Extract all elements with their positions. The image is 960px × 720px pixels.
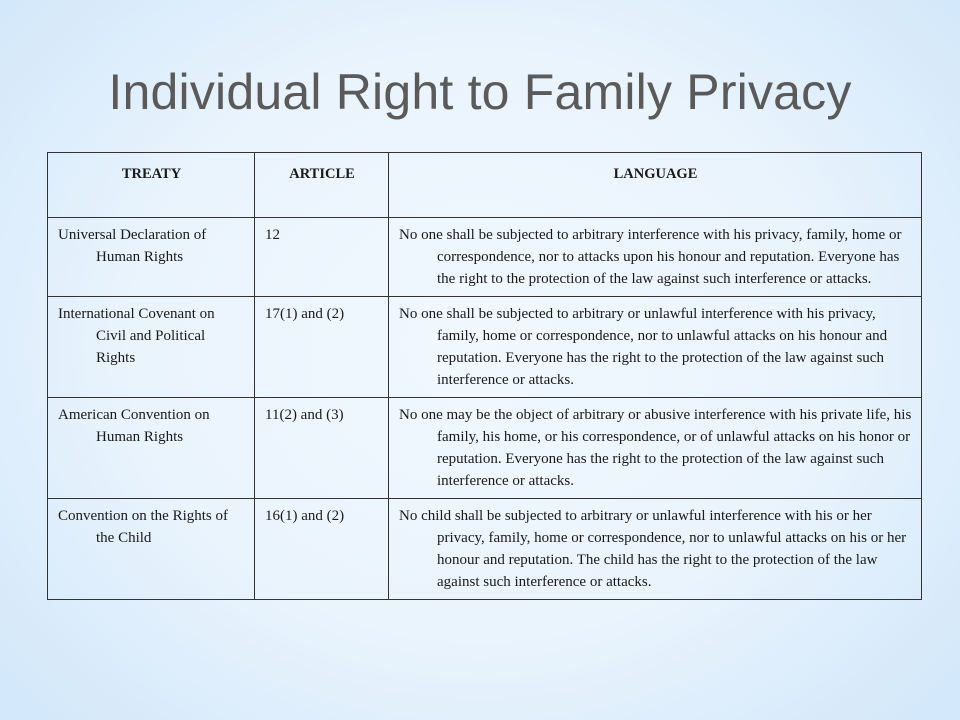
column-header-treaty: TREATY [48, 153, 255, 218]
cell-language [389, 499, 922, 600]
slide-title: Individual Right to Family Privacy [108, 64, 852, 120]
column-header-article: ARTICLE [255, 153, 389, 218]
table-header-row [48, 153, 922, 218]
treaty-language: No child shall be subjected to arbitrary or unlawful interference with his or her privacy, family, home or correspondence, nor to unlawful attacks on his or her honour and reputation. The child has the right to the protection of the law against such interference or attacks. [399, 508, 907, 590]
treaty-table [47, 152, 922, 600]
column-header-language: LANGUAGE [389, 153, 922, 218]
table-row [48, 297, 922, 398]
cell-article: 16(1) and (2) [255, 499, 389, 600]
cell-treaty [48, 218, 255, 297]
cell-language [389, 297, 922, 398]
treaty-language: No one may be the object of arbitrary or abusive interference with his private life, his family, his home, or his correspondence, or of unlawful attacks on his honor or reputation. Everyone has the right to the protection of the law against such interference or attacks. [399, 407, 912, 489]
treaty-name: Universal Declaration of Human Rights [58, 227, 207, 265]
cell-language [389, 218, 922, 297]
cell-article: 17(1) and (2) [255, 297, 389, 398]
treaty-name: American Convention on Human Rights [58, 407, 210, 445]
table-row [48, 398, 922, 499]
cell-article: 12 [255, 218, 389, 297]
cell-treaty [48, 297, 255, 398]
cell-language [389, 398, 922, 499]
table-row [48, 218, 922, 297]
cell-treaty [48, 499, 255, 600]
cell-article: 11(2) and (3) [255, 398, 389, 499]
treaty-language: No one shall be subjected to arbitrary interference with his privacy, family, home or correspondence, nor to attacks upon his honour and reputation. Everyone has the right to the protection of the law against such interference or attacks. [399, 227, 902, 287]
cell-treaty [48, 398, 255, 499]
treaty-name: Convention on the Rights of the Child [58, 508, 228, 546]
treaty-language: No one shall be subjected to arbitrary or unlawful interference with his privacy, family, home or correspondence, nor to unlawful attacks on his honour and reputation. Everyone has the right to the protection of the law against such interference or attacks. [399, 306, 888, 388]
treaty-name: International Covenant on Civil and Political Rights [58, 306, 215, 366]
table-row [48, 499, 922, 600]
